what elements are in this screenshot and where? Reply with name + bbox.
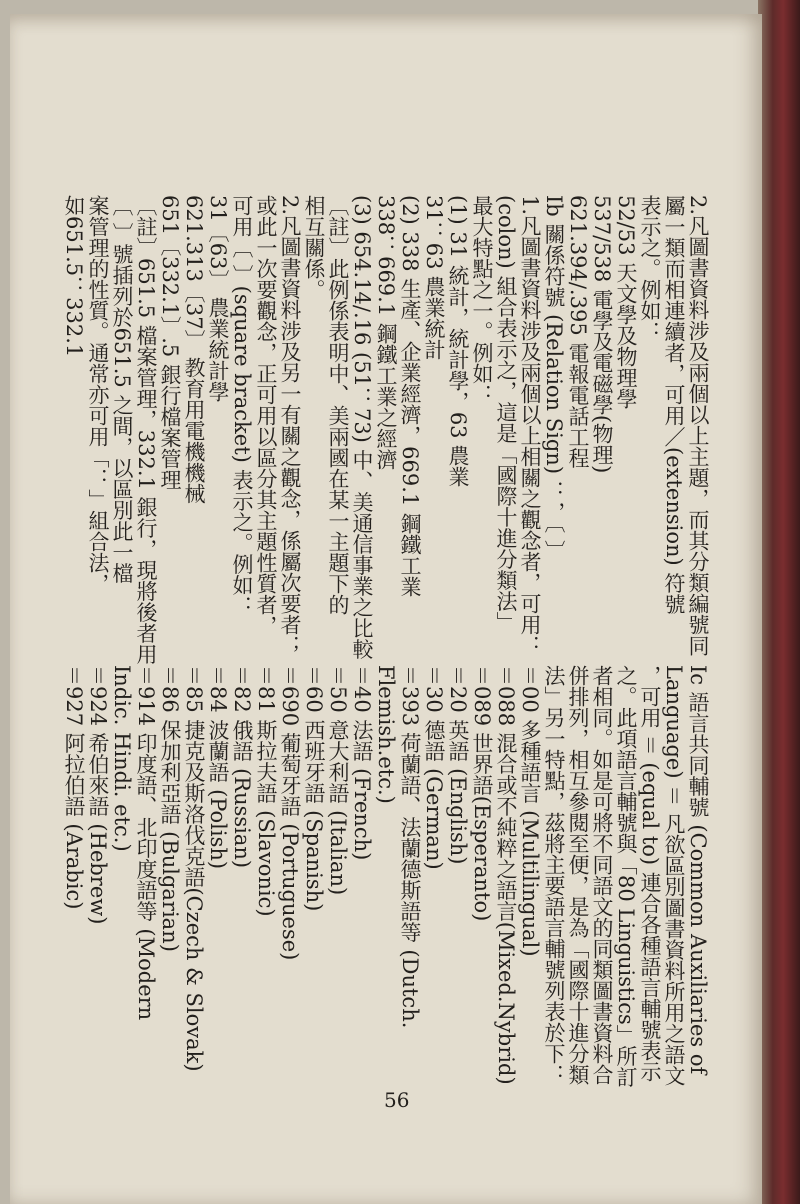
text-line: ＝088 混合或不純粹之語言(Mixed.Nybrid) — [494, 665, 518, 1085]
text-line: ＝393 荷蘭語、法蘭德斯語等 (Dutch. — [398, 665, 422, 1029]
text-line: ＝089 世界語(Esperanto) — [470, 665, 494, 922]
text-line: ＝30 德語 (German) — [422, 665, 446, 870]
text-line: Indic. Hindi. etc.) — [110, 665, 134, 852]
text-line: ＝40 法語 (French) — [350, 665, 374, 861]
text-line: (2) 338 生產、企業經濟，669.1 鋼鐵工業 — [398, 195, 422, 597]
text-line: ＝84 波蘭語 (Polish) — [206, 665, 230, 870]
text-line: 法」另一特點，茲將主要語言輔號列表於下： — [542, 665, 566, 1085]
text-line: 1.凡圖書資料涉及兩個以上相關之觀念者，可用： — [518, 195, 542, 657]
text-line: ＝20 英語 (English) — [446, 665, 470, 865]
text-line: 者相同。如是可將不同語文的同類圖書資料合 — [590, 665, 614, 1085]
text-line: Flemish.etc.) — [374, 665, 398, 804]
lower-text-column — [62, 665, 710, 1088]
text-line: 621.394/.395 電報電話工程 — [566, 195, 590, 469]
text-line: (3) 654.14/.16 (51：73) 中、美通信事業之比較 — [350, 195, 374, 660]
text-line: ＝85 捷克及斯洛伐克語(Czech & Slovak) — [182, 665, 206, 1072]
upper-text-column — [62, 195, 710, 665]
text-line: 相互關係。 — [302, 195, 326, 300]
page-number: 56 — [384, 1088, 410, 1112]
text-line: 如651.5：332.1 — [62, 195, 86, 358]
text-line: 537/538 電學及電磁學(物理) — [590, 195, 614, 474]
text-line: 〔 〕號插列於651.5 之間，以區別此一檔 — [110, 195, 134, 584]
text-line: 案管理的性質。通常亦可用「：」組合法， — [86, 195, 110, 594]
book-binding-edge — [758, 0, 800, 1204]
text-line: ＝00 多種語言 (Multilingual) — [518, 665, 542, 957]
text-line: 〔註〕此例係表明中、美兩國在某一主題下的 — [326, 195, 350, 615]
text-line: 2.凡圖書資料涉及兩個以上主題，而其分類編號同 — [686, 195, 710, 657]
text-line: Language) ＝ 凡欲區別圖書資料所用之語文 — [662, 665, 686, 1086]
text-line: 621.313〔37〕 教育用電機機械 — [182, 195, 206, 505]
text-line: ＝924 希伯來語 (Hebrew) — [86, 665, 110, 925]
text-line: ＝914 印度語、北印度語等 (Modern — [134, 665, 158, 1021]
text-line: ＝82 俄語 (Russian) — [230, 665, 254, 869]
text-line: 338：669.1 鋼鐵工業之經濟 — [374, 195, 398, 470]
text-line: (1) 31 統計，統計學，63 農業 — [446, 195, 470, 488]
text-line: Ic 語言共同輔號 (Common Auxiliaries of — [686, 665, 710, 1075]
text-line: 表示之。例如： — [638, 195, 662, 342]
text-line: ＝927 阿拉伯語 (Arabic) — [62, 665, 86, 910]
text-line: ，可用 ＝ (equal to) 連合各種語言輔號表示 — [638, 665, 662, 1082]
text-line: 52/53 天文學及物理學 — [614, 195, 638, 410]
text-line: ＝50 意大利語 (Italian) — [326, 665, 350, 896]
text-line: (colon) 組合表示之，這是「國際十進分類法」 — [494, 195, 518, 633]
text-line: 可用〔 〕(square bracket) 表示之。例如： — [230, 195, 254, 617]
text-line: ＝60 西班牙語 (Spanish) — [302, 665, 326, 912]
text-line: 之。此項語言輔號與「80 Linguistics」所訂 — [614, 665, 638, 1088]
text-line: 2.凡圖書資料涉及另一有關之觀念，係屬次要者； — [278, 195, 302, 657]
text-line: 31：63 農業統計 — [422, 195, 446, 361]
text-line: ＝86 保加利亞語 (Bulgarian) — [158, 665, 182, 952]
text-line: ＝690 葡萄牙語 (Portuguese) — [278, 665, 302, 961]
text-line: 或此一次要觀念，正可用以區分其主題性質者， — [254, 195, 278, 636]
text-line: 651〔332.1〕.5 銀行檔案管理 — [158, 195, 182, 490]
text-line: ＝81 斯拉夫語 (Slavonic) — [254, 665, 278, 917]
text-line: 最大特點之一。例如： — [470, 195, 494, 405]
text-line: 屬一類而相連續者，可用／(extension) 符號 — [662, 195, 686, 615]
text-line: Ib 關係符號 (Relation Sign) ：，〔 〕 — [542, 195, 566, 561]
text-line: 併排列，相互參閱至便，是為「國際十進分類 — [566, 665, 590, 1085]
text-line: 31〔63〕 農業統計學 — [206, 195, 230, 403]
text-line: 〔註〕651.5 檔案管理，332.1 銀行，現將後者用 — [134, 195, 158, 665]
